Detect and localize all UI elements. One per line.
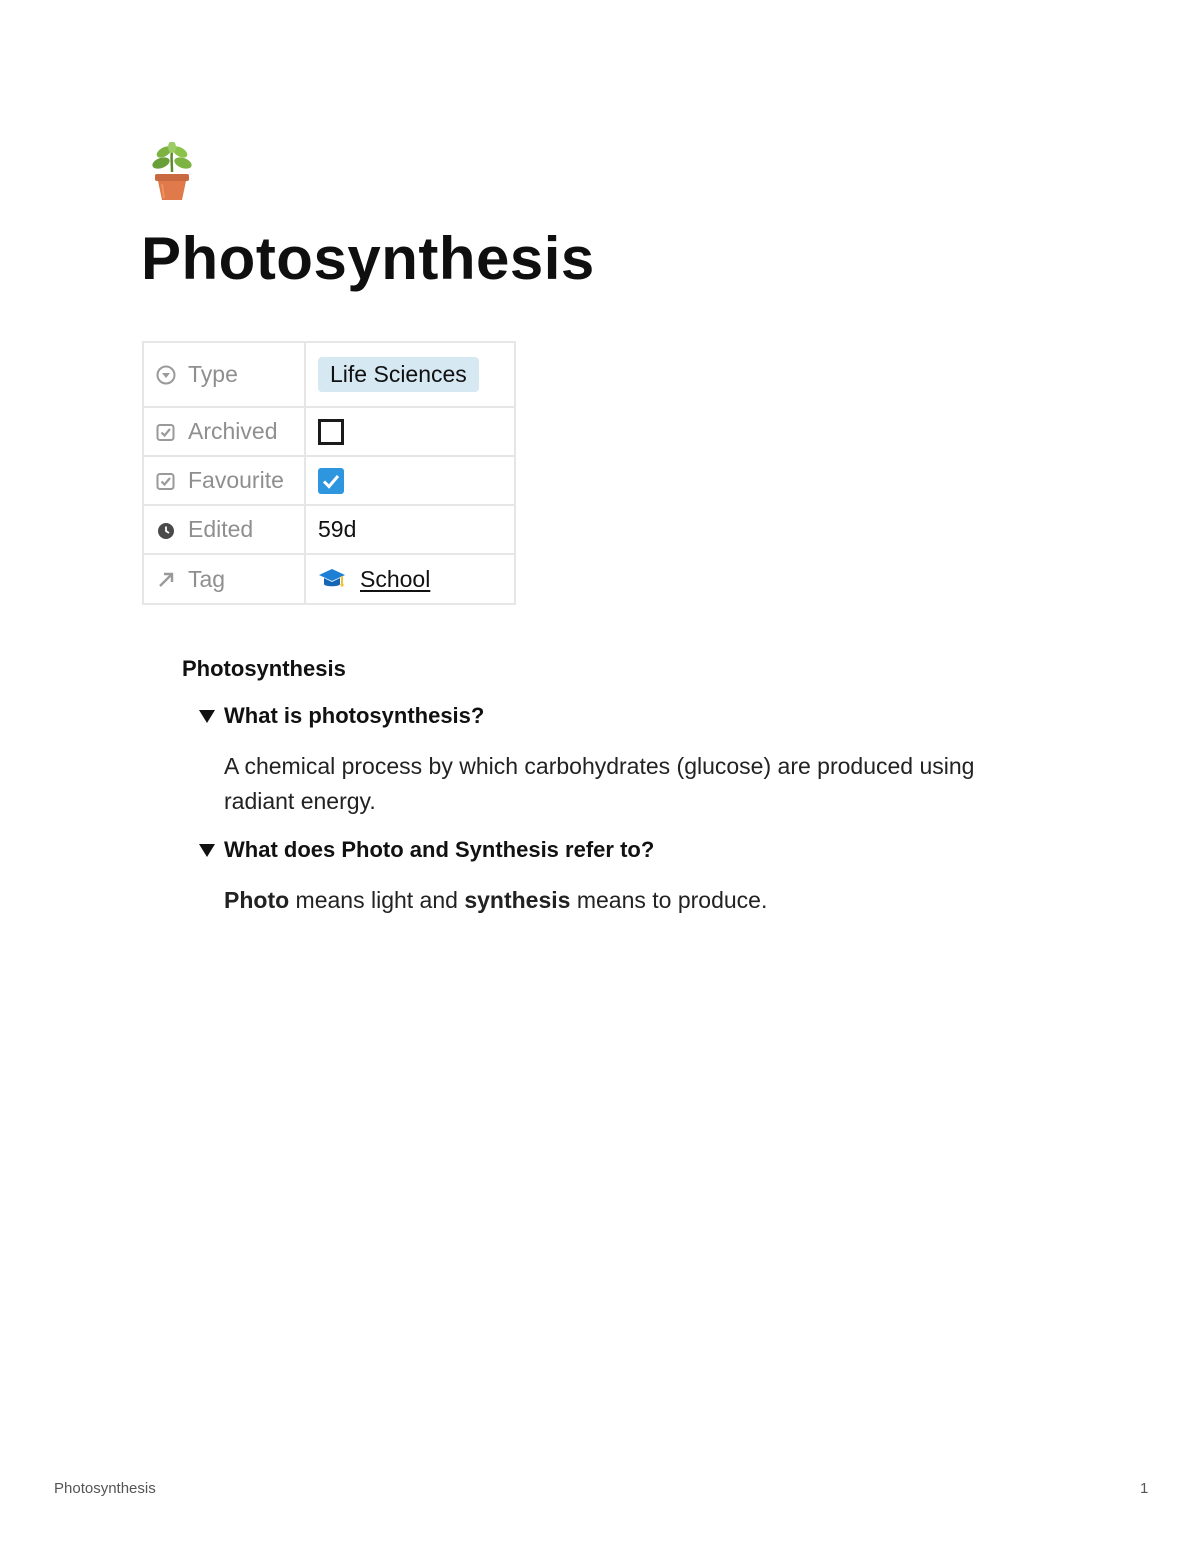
property-row-archived [143, 407, 515, 456]
property-row-tag [143, 554, 515, 604]
property-key-cell[interactable] [143, 342, 305, 407]
body-text: means to produce. [570, 887, 768, 913]
property-key-cell[interactable] [143, 505, 305, 554]
bold-term: Photo [224, 887, 290, 913]
bold-term: synthesis [464, 887, 571, 913]
properties-table [142, 341, 516, 605]
toggle-triangle-icon[interactable] [198, 842, 216, 858]
checkbox-property-icon [156, 422, 176, 442]
type-select-pill[interactable]: Life Sciences [318, 357, 479, 392]
school-link[interactable]: School [360, 565, 431, 592]
property-value-cell [305, 456, 515, 505]
footer-page-number: 1 [1140, 1480, 1149, 1497]
select-icon [156, 365, 176, 385]
property-label-type: Type [188, 361, 238, 387]
graduation-cap-icon [318, 567, 346, 591]
toggle-body [224, 883, 1022, 918]
toggle-body: A chemical process by which carbohydrates (glucose) are produced using radiant energy. [224, 753, 975, 814]
page-title: Photosynthesis [141, 225, 595, 292]
property-key-cell[interactable] [143, 407, 305, 456]
relation-arrow-icon [156, 569, 176, 589]
property-row-type [143, 342, 515, 407]
property-key-cell[interactable] [143, 456, 305, 505]
toggle-triangle-icon[interactable] [198, 708, 216, 724]
archived-checkbox[interactable] [318, 419, 344, 445]
property-value-cell [305, 407, 515, 456]
property-label-favourite: Favourite [188, 467, 284, 493]
body-text: means light and [289, 887, 465, 913]
property-value-cell [305, 505, 515, 554]
clock-icon [156, 520, 176, 540]
page-content [182, 656, 1022, 932]
property-key-cell[interactable] [143, 554, 305, 604]
check-icon [318, 468, 344, 494]
tag-relation-link[interactable] [318, 566, 502, 593]
section-heading: Photosynthesis [182, 656, 346, 681]
property-value-cell [305, 554, 515, 604]
favourite-checkbox[interactable] [318, 468, 344, 494]
property-row-favourite [143, 456, 515, 505]
edited-value: 59d [318, 516, 357, 542]
toggle-block [198, 703, 1022, 819]
toggle-block [198, 837, 1022, 918]
property-label-edited: Edited [188, 516, 254, 542]
toggle-summary-text: What is photosynthesis? [224, 703, 485, 728]
toggle-summary[interactable] [198, 837, 1022, 863]
checkbox-property-icon [156, 471, 176, 491]
property-value-cell[interactable] [305, 342, 515, 407]
property-label-tag: Tag [188, 565, 226, 592]
potted-plant-icon [148, 142, 196, 202]
property-row-edited [143, 505, 515, 554]
footer-title: Photosynthesis [54, 1480, 156, 1497]
toggle-summary-text: What does Photo and Synthesis refer to? [224, 837, 655, 862]
property-label-archived: Archived [188, 418, 278, 444]
toggle-summary[interactable] [198, 703, 1022, 729]
